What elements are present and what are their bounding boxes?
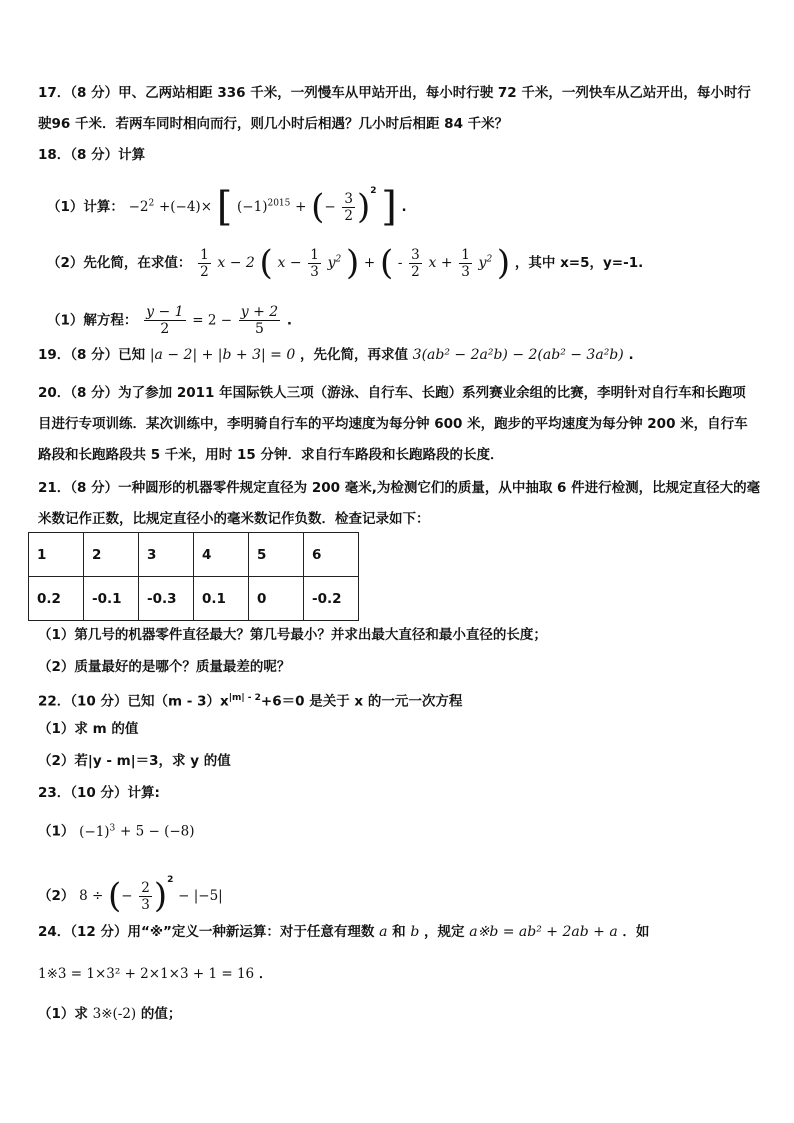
q20-line-3: 路段和长跑路段共 5 千米，用时 15 分钟．求自行车路段和长跑路段的长度． <box>38 447 504 463</box>
table-cell: 1 <box>29 533 84 577</box>
q24-sub-1 <box>38 1005 181 1023</box>
table-cell: -0.2 <box>304 577 359 621</box>
q18-p3-mid: = 2 − <box>192 312 233 329</box>
q24-s1-expr: 3※(-2) <box>92 1006 137 1022</box>
q24-s1-post: 的值； <box>140 1006 182 1022</box>
q18-p2-paren-3: ( <box>379 243 394 283</box>
q19-line <box>38 346 634 364</box>
q18-p2-g: $y^2$ <box>478 254 493 271</box>
q18-p2-label: （2）先化简，在求值： <box>47 255 192 271</box>
q18-p1-label: （1）计算： <box>47 199 124 215</box>
q18-p1-open-bracket: [ <box>216 184 233 230</box>
q19-expression: 3(ab² − 2a²b) − 2(ab² − 3a²b) <box>412 347 624 363</box>
table-cell: 0.1 <box>194 577 249 621</box>
q18-part-1 <box>47 182 407 230</box>
q18-p1-b: +(−4)× <box>158 199 213 215</box>
q23-s2-minus: − <box>121 888 133 904</box>
q18-p1-minus: − <box>324 199 336 215</box>
q24-and: 和 <box>392 924 406 940</box>
q18-p1-open-paren: ( <box>311 187 325 227</box>
q18-p2-e: - <box>397 255 403 271</box>
table-cell: 5 <box>249 533 304 577</box>
q22-line <box>38 689 462 711</box>
q18-p2-c: $y^2$ <box>327 254 342 271</box>
q18-p2-paren-2: ) <box>345 243 360 283</box>
q18-p1-end: . <box>401 199 407 215</box>
q18-p3-label: （1）解方程： <box>47 312 138 329</box>
q23-sub-2 <box>38 871 223 916</box>
table-cell: 2 <box>84 533 139 577</box>
q23-s1-label: （1） <box>38 823 75 840</box>
q24-example <box>38 965 272 983</box>
q21-line-1: 21．（8 分）一种圆形的机器零件规定直径为 200 毫米,为检测它们的质量，从中抽取 6 件进行检测，比规定直径大的毫 <box>38 480 761 496</box>
q19-end: . <box>628 347 634 363</box>
q24-end: ．如 <box>622 924 650 940</box>
q24-rule-pre: ，规定 <box>424 924 465 940</box>
q18-p1-close-paren: ) <box>356 187 371 227</box>
q18-title: 18．（8 分）计算 <box>38 147 146 163</box>
table-row <box>29 577 359 621</box>
q20-line-1: 20．（8 分）为了参加 2011 年国际铁人三项（游泳、自行车、长跑）系列赛业余组的比赛，李明针对自行车和长跑项 <box>38 385 746 401</box>
table-cell: 0.2 <box>29 577 84 621</box>
q18-p2-frac-1: $\frac{1}{2}$ <box>200 246 209 280</box>
q23-s2-b: − |−5| <box>178 888 223 904</box>
table-cell: -0.3 <box>139 577 194 621</box>
q23-s2-a: 8 ÷ <box>79 888 104 904</box>
q23-s1-a: $(-1)^3$ <box>79 823 116 840</box>
table-cell: 4 <box>194 533 249 577</box>
q24-var-b: b <box>410 924 420 940</box>
q18-p2-d: + <box>363 255 376 271</box>
q24-line-1 <box>38 923 649 941</box>
q21-line-2: 米数记作正数，比规定直径小的毫米数记作负数．检查记录如下： <box>38 511 430 527</box>
q17-line-2: 驶96 千米．若两车同时相向而行，则几小时后相遇？几小时后相距 84 千米？ <box>38 116 509 132</box>
q24-example-end: ． <box>258 966 273 982</box>
q18-p2-frac-4: $\frac{1}{3}$ <box>461 246 470 280</box>
q18-p2-frac-3: $\frac{3}{2}$ <box>411 246 420 280</box>
q18-part-3 <box>47 304 292 337</box>
q18-p2-f: x + <box>428 255 453 271</box>
q18-p1-a: $-2^2$ <box>128 198 155 215</box>
q22-pre: 22．（10 分）已知（m - 3）x <box>38 693 229 710</box>
q19-condition: |a − 2| + |b + 3| = 0 <box>149 347 296 363</box>
table-cell: -0.1 <box>84 577 139 621</box>
table-cell: 0 <box>249 577 304 621</box>
q24-var-a: a <box>379 924 388 940</box>
inspection-table <box>28 532 359 621</box>
q18-p3-frac-left: $\frac{y - 1}{2}$ <box>146 304 184 337</box>
q18-p1-close-bracket: ] <box>381 184 397 230</box>
q18-p2-frac-2: $\frac{1}{3}$ <box>310 246 319 280</box>
q23-sub-1 <box>38 819 195 841</box>
q18-p3-frac-right: $\frac{y + 2}{5}$ <box>240 304 279 337</box>
q18-p2-tail: ，其中 x=5，y=-1. <box>514 255 644 271</box>
q23-s2-label: （2） <box>38 888 75 904</box>
q18-p3-end: . <box>286 312 293 329</box>
q18-p2-paren-4: ) <box>496 243 511 283</box>
table-cell: 6 <box>304 533 359 577</box>
table-row <box>29 533 359 577</box>
q18-p1-d: + <box>295 199 307 215</box>
q18-p1-fraction: $\frac{3}{2}$ <box>344 190 353 224</box>
q23-s2-square: 2 <box>167 875 174 885</box>
q23-s2-open-paren: ( <box>108 876 122 916</box>
q22-sub-2: （2）若|y - m|＝3，求 y 的值 <box>38 753 231 769</box>
q18-p2-b: x − <box>277 255 302 271</box>
q18-p2-a: x − 2 <box>217 255 255 271</box>
q24-pre: 24．（12 分）用“※”定义一种新运算：对于任意有理数 <box>38 924 375 940</box>
q23-s1-b: + 5 − (−8) <box>119 823 195 840</box>
q24-s1-pre: （1）求 <box>38 1006 88 1022</box>
q20-line-2: 目进行专项训练．某次训练中，李明骑自行车的平均速度为每分钟 600 米，跑步的平均速度为每分钟 200 米，自行车 <box>38 416 748 432</box>
q22-sub-1: （1）求 m 的值 <box>38 721 139 737</box>
table-cell: 3 <box>139 533 194 577</box>
q18-part-2 <box>47 243 644 283</box>
q23-s2-fraction: $\frac{2}{3}$ <box>141 879 150 913</box>
q18-p2-paren-1: ( <box>259 243 273 283</box>
q19-prefix: 19．（8 分）已知 <box>38 347 146 363</box>
q18-p1-square: 2 <box>370 186 377 196</box>
q24-example-expr: 1※3 = 1×3² + 2×1×3 + 1 = 16 <box>38 966 255 982</box>
q18-p1-c: $(-1)^{2015}$ <box>237 198 291 215</box>
q23-s2-close-paren: ) <box>153 876 168 916</box>
q21-sub-1: （1）第几号的机器零件直径最大？第几号最小？并求出最大直径和最小直径的长度； <box>38 627 547 643</box>
q23-title: 23．（10 分）计算: <box>38 785 160 801</box>
q24-rule: a※b = ab² + 2ab + a <box>469 924 618 940</box>
q21-sub-2: （2）质量最好的是哪个？质量最差的呢？ <box>38 659 291 675</box>
q22-post: +6＝0 是关于 x 的一元一次方程 <box>260 693 463 710</box>
q17-line-1: 17．（8 分）甲、乙两站相距 336 千米，一列慢车从甲站开出，每小时行驶 72 千米，一列快车从乙站开出，每小时行 <box>38 85 751 101</box>
q19-mid: ，先化简，再求值 <box>299 347 408 363</box>
q22-exponent: |m| - 2 <box>228 693 261 703</box>
